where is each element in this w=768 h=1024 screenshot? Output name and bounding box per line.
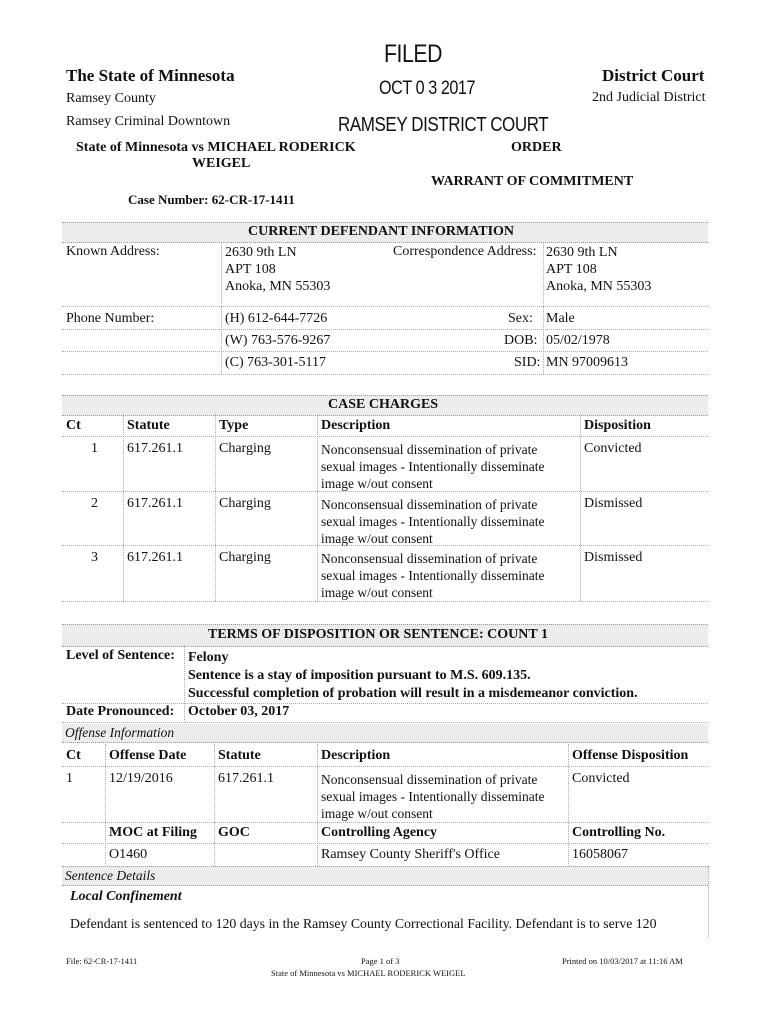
footer-file-number: File: 62-CR-17-1411 <box>66 956 138 966</box>
level-of-sentence-label: Level of Sentence: <box>66 648 175 663</box>
date-pronounced-value: October 03, 2017 <box>188 704 290 719</box>
sex-value: Male <box>546 311 575 326</box>
charge-row-ct: 1 <box>91 441 98 456</box>
offense-desc-line: image w/out consent <box>321 806 433 821</box>
offense-row-disposition: Convicted <box>572 771 630 786</box>
offense-row-statute: 617.261.1 <box>218 771 274 786</box>
offense-header-description: Description <box>321 748 391 763</box>
dob-label: DOB: <box>504 333 538 348</box>
offense-desc-line: Nonconsensual dissemination of private <box>321 772 538 787</box>
offense-header-statute: Statute <box>218 748 261 763</box>
case-caption-line2: WEIGEL <box>192 156 251 171</box>
charge-desc-line: image w/out consent <box>321 531 433 546</box>
charges-section-header <box>62 395 708 416</box>
phone-work: (W) 763-576-9267 <box>225 333 331 348</box>
correspondence-address-label: Correspondence Address: <box>393 244 537 259</box>
phone-cell: (C) 763-301-5117 <box>225 355 326 370</box>
state-title: The State of Minnesota <box>66 66 235 85</box>
correspondence-address-line: 2630 9th LN <box>546 245 618 260</box>
charge-desc-line: Nonconsensual dissemination of private <box>321 551 538 566</box>
offense-row-date: 12/19/2016 <box>109 771 173 786</box>
order-label: ORDER <box>511 140 562 155</box>
sentence-note-stay: Sentence is a stay of imposition pursuant to M.S. 609.135. <box>188 668 531 683</box>
phone-home: (H) 612-644-7726 <box>225 311 328 326</box>
level-of-sentence-value: Felony <box>188 650 229 665</box>
charge-desc-line: sexual images - Intentionally disseminate <box>321 568 545 583</box>
known-address-label: Known Address: <box>66 244 160 259</box>
known-address-line: Anoka, MN 55303 <box>225 279 331 294</box>
sentence-details-title: Sentence Details <box>65 868 156 883</box>
charge-row-description <box>321 496 544 547</box>
offense-header-date: Offense Date <box>109 748 187 763</box>
court-title: District Court <box>602 66 705 85</box>
footer-page-number: Page 1 of 3 <box>361 956 400 966</box>
defendant-section-header <box>62 222 708 243</box>
controlling-agency-value: Ramsey County Sheriff's Office <box>321 847 500 862</box>
correspondence-address-line: APT 108 <box>546 262 597 277</box>
controlling-number-value: 16058067 <box>572 847 628 862</box>
filed-stamp-title: FILED <box>384 40 443 68</box>
defendant-section-title: CURRENT DEFENDANT INFORMATION <box>248 224 515 239</box>
charge-row-ct: 3 <box>91 550 98 565</box>
charges-header-ct: Ct <box>66 418 81 433</box>
charge-desc-line: image w/out consent <box>321 476 433 491</box>
charge-row-description <box>321 441 544 492</box>
local-confinement-title: Local Confinement <box>70 889 182 904</box>
known-address-line: 2630 9th LN <box>225 245 297 260</box>
phone-number-label: Phone Number: <box>66 311 155 326</box>
charge-row-disposition: Dismissed <box>584 496 643 511</box>
sid-value: MN 97009613 <box>546 355 629 370</box>
charges-header-disposition: Disposition <box>584 418 651 433</box>
filed-stamp-date: OCT 0 3 2017 <box>379 78 476 99</box>
filed-stamp-court: RAMSEY DISTRICT COURT <box>338 114 549 136</box>
document-type: WARRANT OF COMMITMENT <box>431 174 634 189</box>
county-name: Ramsey County <box>66 91 156 106</box>
charge-row-statute: 617.261.1 <box>127 441 183 456</box>
charge-row-description <box>321 550 544 601</box>
charge-desc-line: Nonconsensual dissemination of private <box>321 442 538 457</box>
charges-header-type: Type <box>219 418 249 433</box>
terms-section-header <box>62 624 708 647</box>
charge-row-type: Charging <box>219 441 271 456</box>
date-pronounced-label: Date Pronounced: <box>66 704 175 719</box>
charge-row-disposition: Dismissed <box>584 550 643 565</box>
goc-header: GOC <box>218 825 250 840</box>
correspondence-address <box>546 244 651 295</box>
offense-header-ct: Ct <box>66 748 81 763</box>
charges-header-statute: Statute <box>127 418 170 433</box>
known-address <box>225 244 330 295</box>
offense-row-description <box>321 771 544 822</box>
case-number: Case Number: 62-CR-17-1411 <box>128 192 295 207</box>
charges-section-title: CASE CHARGES <box>328 397 439 412</box>
sid-label: SID: <box>514 355 541 370</box>
correspondence-address-line: Anoka, MN 55303 <box>546 279 652 294</box>
charge-row-type: Charging <box>219 550 271 565</box>
charge-desc-line: sexual images - Intentionally disseminate <box>321 459 545 474</box>
footer-case-caption: State of Minnesota vs MICHAEL RODERICK WEIGEL <box>271 968 466 978</box>
court-location: Ramsey Criminal Downtown <box>66 114 231 129</box>
dob-value: 05/02/1978 <box>546 333 610 348</box>
charge-row-disposition: Convicted <box>584 441 642 456</box>
case-caption-line1: State of Minnesota vs MICHAEL RODERICK <box>76 140 356 155</box>
moc-value: O1460 <box>109 847 148 862</box>
charge-row-type: Charging <box>219 496 271 511</box>
charge-row-ct: 2 <box>91 496 98 511</box>
terms-section-title: TERMS OF DISPOSITION OR SENTENCE: COUNT 1 <box>208 627 548 642</box>
offense-row-ct: 1 <box>66 771 73 786</box>
charge-desc-line: sexual images - Intentionally disseminate <box>321 514 545 529</box>
sentence-note-probation: Successful completion of probation will result in a misdemeanor conviction. <box>188 686 638 701</box>
controlling-agency-header: Controlling Agency <box>321 825 438 840</box>
offense-info-band <box>62 724 708 743</box>
charge-desc-line: image w/out consent <box>321 585 433 600</box>
footer-printed-date: Printed on 10/03/2017 at 11:16 AM <box>562 956 683 966</box>
judicial-district: 2nd Judicial District <box>592 90 706 105</box>
sex-label: Sex: <box>508 311 533 326</box>
offense-header-disposition: Offense Disposition <box>572 748 689 763</box>
charge-row-statute: 617.261.1 <box>127 496 183 511</box>
known-address-line: APT 108 <box>225 262 276 277</box>
moc-header: MOC at Filing <box>109 825 197 840</box>
offense-info-title: Offense Information <box>65 725 175 740</box>
charge-desc-line: Nonconsensual dissemination of private <box>321 497 538 512</box>
confinement-text: Defendant is sentenced to 120 days in the Ramsey County Correctional Facility. Defendant is to serve 120 <box>70 916 657 931</box>
charge-row-statute: 617.261.1 <box>127 550 183 565</box>
controlling-number-header: Controlling No. <box>572 825 666 840</box>
offense-desc-line: sexual images - Intentionally disseminate <box>321 789 545 804</box>
charges-header-description: Description <box>321 418 391 433</box>
sentence-details-band <box>62 866 708 886</box>
